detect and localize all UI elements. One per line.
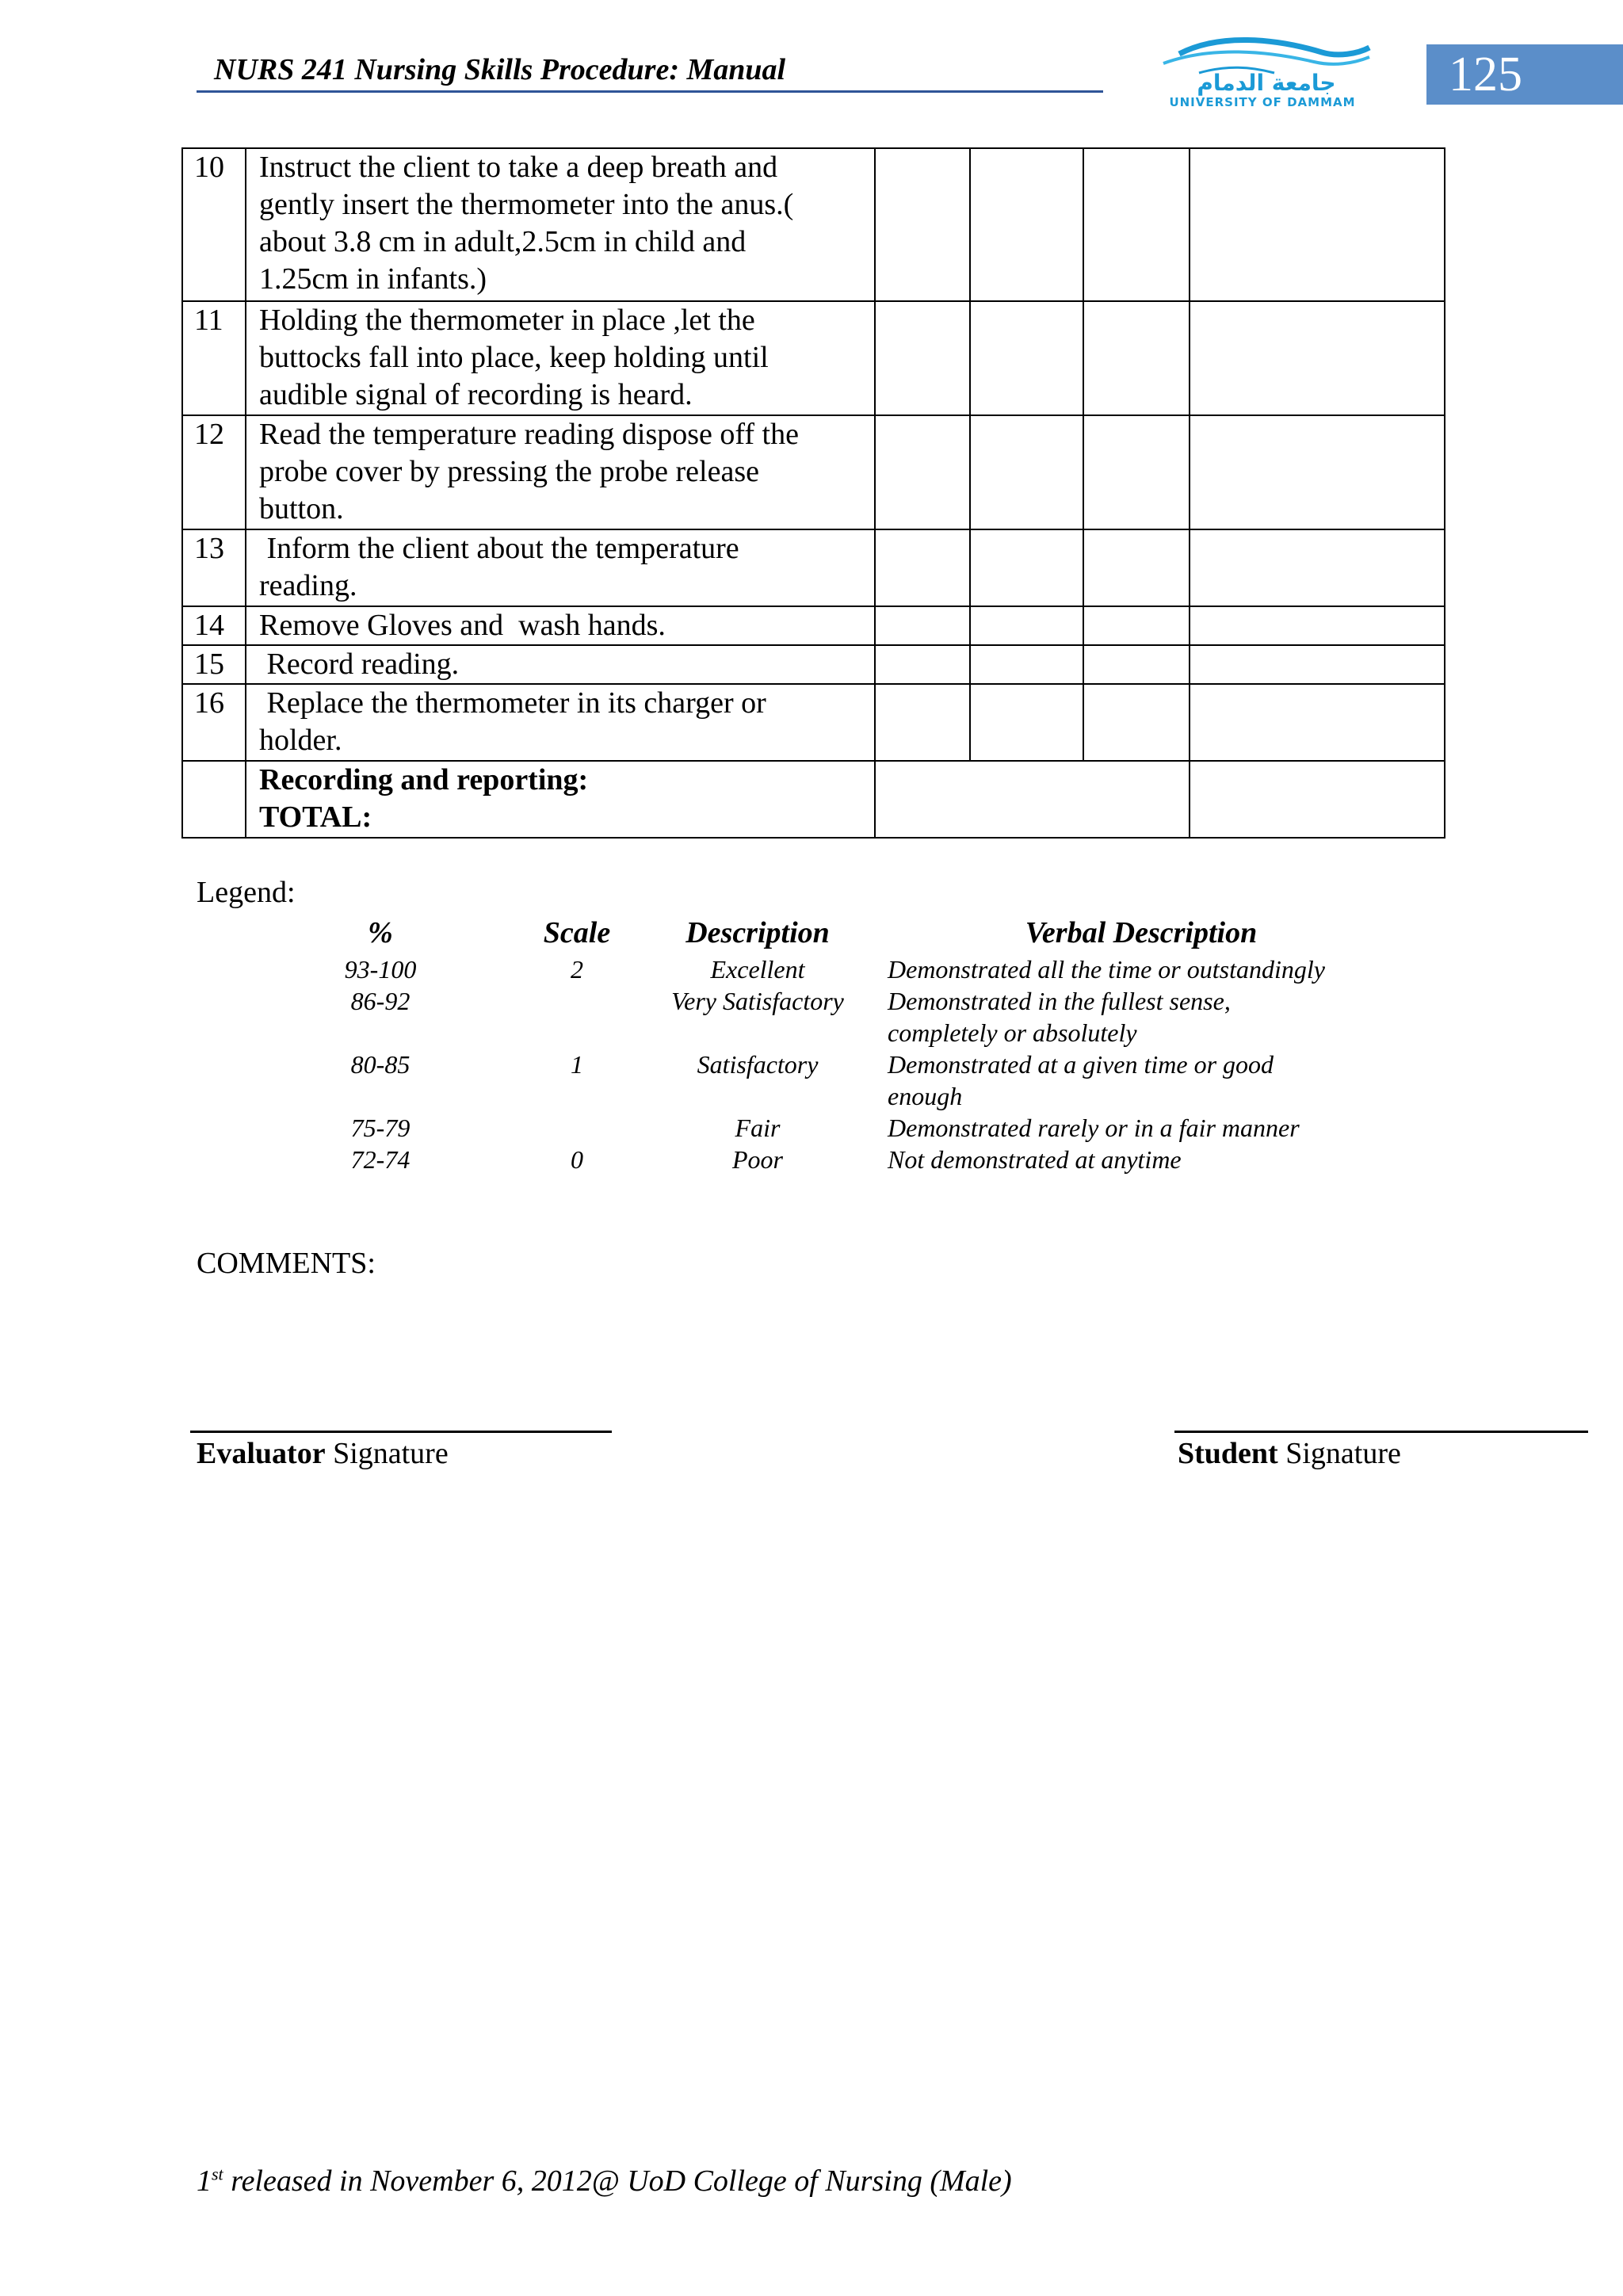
legend-verbal-line: Demonstrated at a given time or good — [888, 1050, 1274, 1079]
step-description — [246, 606, 875, 645]
legend-header-percent: % — [368, 916, 393, 949]
legend-verbal — [888, 1112, 1395, 1144]
legend-description: Fair — [735, 1114, 781, 1142]
evaluator-signature-label — [197, 1436, 449, 1471]
legend-percent: 75-79 — [350, 1114, 411, 1142]
score-cell[interactable] — [1083, 415, 1190, 529]
legend-verbal-line: enough — [888, 1082, 963, 1110]
step-line: audible signal of recording is heard. — [259, 378, 693, 411]
remarks-cell[interactable] — [1190, 301, 1445, 415]
legend-row — [309, 1112, 1458, 1144]
step-description — [246, 301, 875, 415]
score-cell[interactable] — [1083, 684, 1190, 761]
legend-verbal-line: Demonstrated all the time or outstandingly — [888, 955, 1325, 984]
table-row — [182, 684, 1445, 761]
step-line: probe cover by pressing the probe release — [259, 455, 759, 488]
student-signature-line[interactable] — [1174, 1431, 1588, 1433]
step-line: Read the temperature reading dispose off the — [259, 418, 799, 451]
step-number: 12 — [182, 415, 246, 529]
step-line: Holding the thermometer in place ,let the — [259, 304, 755, 337]
university-logo — [1132, 30, 1393, 109]
step-line: holder. — [259, 724, 342, 757]
legend-percent: 80-85 — [350, 1050, 411, 1079]
score-cell[interactable] — [970, 684, 1083, 761]
legend-header-row — [309, 912, 1458, 953]
step-number: 13 — [182, 529, 246, 606]
legend-header-description: Description — [685, 916, 830, 949]
remarks-cell[interactable] — [1190, 606, 1445, 645]
legend-verbal — [888, 953, 1395, 985]
score-cell[interactable] — [1083, 148, 1190, 301]
table-row — [182, 645, 1445, 684]
step-line: Inform the client about the temperature — [259, 532, 739, 565]
empty-number-cell — [182, 761, 246, 838]
step-line: buttocks fall into place, keep holding until — [259, 341, 769, 374]
total-remarks-cell[interactable] — [1190, 761, 1445, 838]
score-cell[interactable] — [875, 684, 970, 761]
step-description — [246, 684, 875, 761]
step-description — [246, 415, 875, 529]
footer-prefix: 1 — [197, 2164, 212, 2198]
legend-scale: 0 — [571, 1145, 583, 1174]
step-number: 15 — [182, 645, 246, 684]
step-line: about 3.8 cm in adult,2.5cm in child and — [259, 225, 747, 258]
score-cell[interactable] — [875, 148, 970, 301]
remarks-cell[interactable] — [1190, 415, 1445, 529]
total-score-cell[interactable] — [875, 761, 1190, 838]
legend-verbal — [888, 1144, 1395, 1175]
legend-description: Poor — [732, 1145, 783, 1174]
header-rule — [197, 90, 1103, 93]
legend-verbal — [888, 985, 1395, 1049]
logo-text: UNIVERSITY OF DAMMAM — [1169, 95, 1356, 109]
score-cell[interactable] — [1083, 606, 1190, 645]
recording-reporting-label: Recording and reporting: — [259, 763, 589, 797]
table-row — [182, 301, 1445, 415]
total-row — [182, 761, 1445, 838]
step-line: button. — [259, 492, 344, 525]
score-cell[interactable] — [970, 529, 1083, 606]
step-line: Replace the thermometer in its charger or — [259, 686, 766, 720]
footer-note — [197, 2164, 1012, 2199]
legend-scale: 2 — [571, 955, 583, 984]
logo-arabic-text: جامعة الدمام — [1197, 70, 1336, 96]
student-signature-label — [1178, 1436, 1401, 1471]
legend-percent: 72-74 — [350, 1145, 411, 1174]
score-cell[interactable] — [875, 415, 970, 529]
legend-header-scale: Scale — [543, 916, 611, 949]
step-description — [246, 529, 875, 606]
total-label: TOTAL: — [259, 800, 372, 834]
legend-description: Excellent — [710, 955, 805, 984]
legend-scale: 1 — [571, 1050, 583, 1079]
evaluator-rest: Signature — [325, 1437, 449, 1470]
student-rest: Signature — [1277, 1437, 1401, 1470]
total-label-cell — [246, 761, 875, 838]
step-line: Instruct the client to take a deep breath and — [259, 151, 778, 184]
remarks-cell[interactable] — [1190, 645, 1445, 684]
step-number: 10 — [182, 148, 246, 301]
legend-verbal — [888, 1049, 1395, 1112]
legend-row — [309, 985, 1458, 1049]
legend-verbal-line: Not demonstrated at anytime — [888, 1145, 1182, 1174]
table-row — [182, 529, 1445, 606]
legend-row — [309, 953, 1458, 985]
footer-sup: st — [212, 2164, 223, 2184]
footer-text: released in November 6, 2012@ UoD College of Nursing (Male) — [223, 2164, 1012, 2198]
evaluator-signature-line[interactable] — [190, 1431, 612, 1433]
legend-label: Legend: — [197, 876, 296, 909]
step-number: 14 — [182, 606, 246, 645]
remarks-cell[interactable] — [1190, 684, 1445, 761]
comments-label: COMMENTS: — [197, 1247, 376, 1280]
legend-row — [309, 1144, 1458, 1175]
step-line: 1.25cm in infants.) — [259, 262, 487, 296]
table-row — [182, 606, 1445, 645]
score-cell[interactable] — [970, 645, 1083, 684]
step-number: 11 — [182, 301, 246, 415]
step-number: 16 — [182, 684, 246, 761]
step-line: Record reading. — [259, 648, 460, 681]
legend-percent: 86-92 — [350, 987, 411, 1015]
procedure-checklist-table — [181, 147, 1445, 839]
legend-header-verbal: Verbal Description — [1025, 916, 1258, 949]
score-cell[interactable] — [875, 529, 970, 606]
legend-table — [309, 912, 1458, 1175]
remarks-cell[interactable] — [1190, 148, 1445, 301]
score-cell[interactable] — [1083, 645, 1190, 684]
legend-description: Satisfactory — [697, 1050, 819, 1079]
step-line: reading. — [259, 569, 357, 602]
legend-scale — [521, 985, 632, 1049]
step-line: gently insert the thermometer into the anus.( — [259, 188, 794, 221]
step-line: Remove Gloves and wash hands. — [259, 609, 666, 642]
header-title: NURS 241 Nursing Skills Procedure: Manual — [214, 53, 786, 86]
step-description — [246, 148, 875, 301]
score-cell[interactable] — [875, 301, 970, 415]
step-description — [246, 645, 875, 684]
page-number: 125 — [1449, 47, 1522, 101]
legend-scale — [521, 1112, 632, 1144]
legend-row — [309, 1049, 1458, 1112]
evaluator-bold: Evaluator — [197, 1437, 326, 1470]
student-bold: Student — [1178, 1437, 1278, 1470]
table-row — [182, 415, 1445, 529]
legend-verbal-line: completely or absolutely — [888, 1018, 1137, 1047]
legend-description: Very Satisfactory — [671, 987, 844, 1015]
score-cell[interactable] — [970, 301, 1083, 415]
score-cell[interactable] — [875, 606, 970, 645]
score-cell[interactable] — [970, 148, 1083, 301]
legend-verbal-line: Demonstrated rarely or in a fair manner — [888, 1114, 1300, 1142]
table-row — [182, 148, 1445, 301]
legend-verbal-line: Demonstrated in the fullest sense, — [888, 987, 1231, 1015]
score-cell[interactable] — [875, 645, 970, 684]
score-cell[interactable] — [1083, 529, 1190, 606]
score-cell[interactable] — [970, 606, 1083, 645]
legend-percent: 93-100 — [344, 955, 417, 984]
page-number-box — [1426, 44, 1623, 105]
score-cell[interactable] — [970, 415, 1083, 529]
score-cell[interactable] — [1083, 301, 1190, 415]
remarks-cell[interactable] — [1190, 529, 1445, 606]
